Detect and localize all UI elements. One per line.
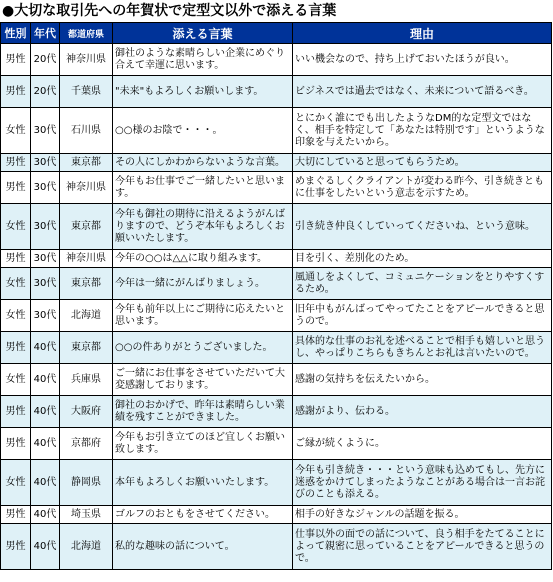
cell-age: 30代 [31,204,60,250]
cell-prefecture: 千葉県 [60,76,113,108]
header-words: 添える言葉 [113,23,293,44]
cell-words: ご一緒にお仕事をさせていただいて大変感謝しております。 [113,364,293,396]
cell-words: 今年の○○は△△に取り組みます。 [113,250,293,268]
cell-words: 御社のような素晴らしい企業にめぐり合えて幸運に思います。 [113,44,293,76]
cell-prefecture: 京都府 [60,428,113,460]
header-gender: 性別 [1,23,31,44]
cell-words: その人にしかわからないような言葉。 [113,154,293,172]
table-row [1,396,552,428]
cell-gender: 男性 [1,154,31,172]
cell-prefecture: 東京都 [60,332,113,364]
cell-words: 今年も前年以上にご期待に応えたいと思います。 [113,300,293,332]
cell-reason: 相手の好きなジャンルの話題を振る。 [293,506,552,524]
table-row [1,364,552,396]
cell-words: ○○の件ありがとうございました。 [113,332,293,364]
cell-words: 今年は一緒にがんばりましょう。 [113,268,293,300]
cell-reason: 旧年中もがんばってやってたことをアピールできると思うので。 [293,300,552,332]
cell-words: 私的な趣味の話について。 [113,524,293,570]
table-row [1,204,552,250]
cell-age: 20代 [31,44,60,76]
cell-prefecture: 静岡県 [60,460,113,506]
cell-gender: 女性 [1,268,31,300]
cell-prefecture: 東京都 [60,204,113,250]
cell-age: 30代 [31,250,60,268]
cell-gender: 男性 [1,506,31,524]
table-row [1,268,552,300]
cell-prefecture: 東京都 [60,154,113,172]
table-row [1,108,552,154]
cell-reason: ビジネスでは過去ではなく、未来について語るべき。 [293,76,552,108]
cell-words: 御社のおかげで、昨年は素晴らしい業績を残すことができました。 [113,396,293,428]
cell-words: 今年も御社の期待に沿えるようがんばりますので、どうぞ本年もよろしくお願いいたします。 [113,204,293,250]
cell-prefecture: 神奈川県 [60,172,113,204]
cell-age: 40代 [31,524,60,570]
cell-reason: 感謝がより、伝わる。 [293,396,552,428]
cell-prefecture: 東京都 [60,268,113,300]
cell-gender: 女性 [1,460,31,506]
cell-gender: 女性 [1,204,31,250]
cell-gender: 男性 [1,172,31,204]
table-row [1,172,552,204]
page-title: ●大切な取引先への年賀状で定型文以外で添える言葉 [2,3,337,19]
cell-age: 30代 [31,172,60,204]
table-row [1,506,552,524]
cell-gender: 男性 [1,332,31,364]
cell-gender: 男性 [1,76,31,108]
cell-reason: 風通しをよくして、コミュニケーションをとりやすくするため。 [293,268,552,300]
table-row [1,250,552,268]
cell-age: 30代 [31,108,60,154]
cell-prefecture: 神奈川県 [60,44,113,76]
table-row [1,76,552,108]
cell-age: 30代 [31,154,60,172]
cell-age: 30代 [31,300,60,332]
cell-reason: めまぐるしくクライアントが変わる昨今、引き続きともに仕事をしたいという意志を示すため。 [293,172,552,204]
cell-reason: 仕事以外の面での話について、良う相手をたてることによって親密に思っていることをアピールできると思うので。 [293,524,552,570]
cell-reason: ご縁が続くように。 [293,428,552,460]
cell-gender: 男性 [1,250,31,268]
cell-words: 今年もお仕事でご一緒したいと思います。 [113,172,293,204]
cell-prefecture: 兵庫県 [60,364,113,396]
cell-reason: 目を引く、差別化のため。 [293,250,552,268]
table-body [1,44,552,570]
cell-age: 40代 [31,396,60,428]
cell-words: "未来"もよろしくお願いします。 [113,76,293,108]
cell-words: 本年もよろしくお願いいたします。 [113,460,293,506]
cell-gender: 男性 [1,44,31,76]
cell-reason: 大切にしていると思ってもらうため。 [293,154,552,172]
cell-prefecture: 大阪府 [60,396,113,428]
header-age: 年代 [31,23,60,44]
table-header-row [1,23,552,44]
cell-reason: 具体的な仕事のお礼を述べることで相手も嬉しいと思うし、やっぱりこちらもきちんとお礼は言いたいので。 [293,332,552,364]
table-row [1,300,552,332]
cell-gender: 女性 [1,300,31,332]
cell-prefecture: 北海道 [60,300,113,332]
cell-reason: いい機会なので、持ち上げておいたほうが良い。 [293,44,552,76]
cell-gender: 男性 [1,524,31,570]
table-row [1,524,552,570]
cell-gender: 女性 [1,108,31,154]
cell-gender: 女性 [1,364,31,396]
cell-prefecture: 北海道 [60,524,113,570]
table-row [1,428,552,460]
cell-gender: 男性 [1,396,31,428]
cell-words: ゴルフのおともをさせてください。 [113,506,293,524]
table-row [1,44,552,76]
cell-words: 今年もお引き立てのほど宜しくお願い致します。 [113,428,293,460]
cell-reason: とにかく誰にでも出したようなDM的な定型文ではなく、相手を特定して「あなたは特別です」というような印象を与えたいから。 [293,108,552,154]
cell-age: 40代 [31,506,60,524]
cell-gender: 男性 [1,428,31,460]
cell-words: ○○様のお陰で・・・。 [113,108,293,154]
cell-prefecture: 埼玉県 [60,506,113,524]
table-row [1,332,552,364]
cell-age: 40代 [31,428,60,460]
cell-age: 30代 [31,268,60,300]
cell-prefecture: 石川県 [60,108,113,154]
survey-table [0,22,552,570]
cell-age: 40代 [31,460,60,506]
table-row [1,460,552,506]
cell-reason: 今年も引き続き・・・という意味も込めてもし、先方に迷惑をかけてしまったようなことがある場合は一言お詫びのことも添える。 [293,460,552,506]
cell-reason: 引き続き仲良くしていってくださいね、という意味。 [293,204,552,250]
cell-prefecture: 神奈川県 [60,250,113,268]
cell-age: 40代 [31,364,60,396]
table-row [1,154,552,172]
header-reason: 理由 [293,23,552,44]
cell-age: 20代 [31,76,60,108]
header-prefecture: 都道府県 [60,23,113,44]
cell-age: 40代 [31,332,60,364]
cell-reason: 感謝の気持ちを伝えたいから。 [293,364,552,396]
